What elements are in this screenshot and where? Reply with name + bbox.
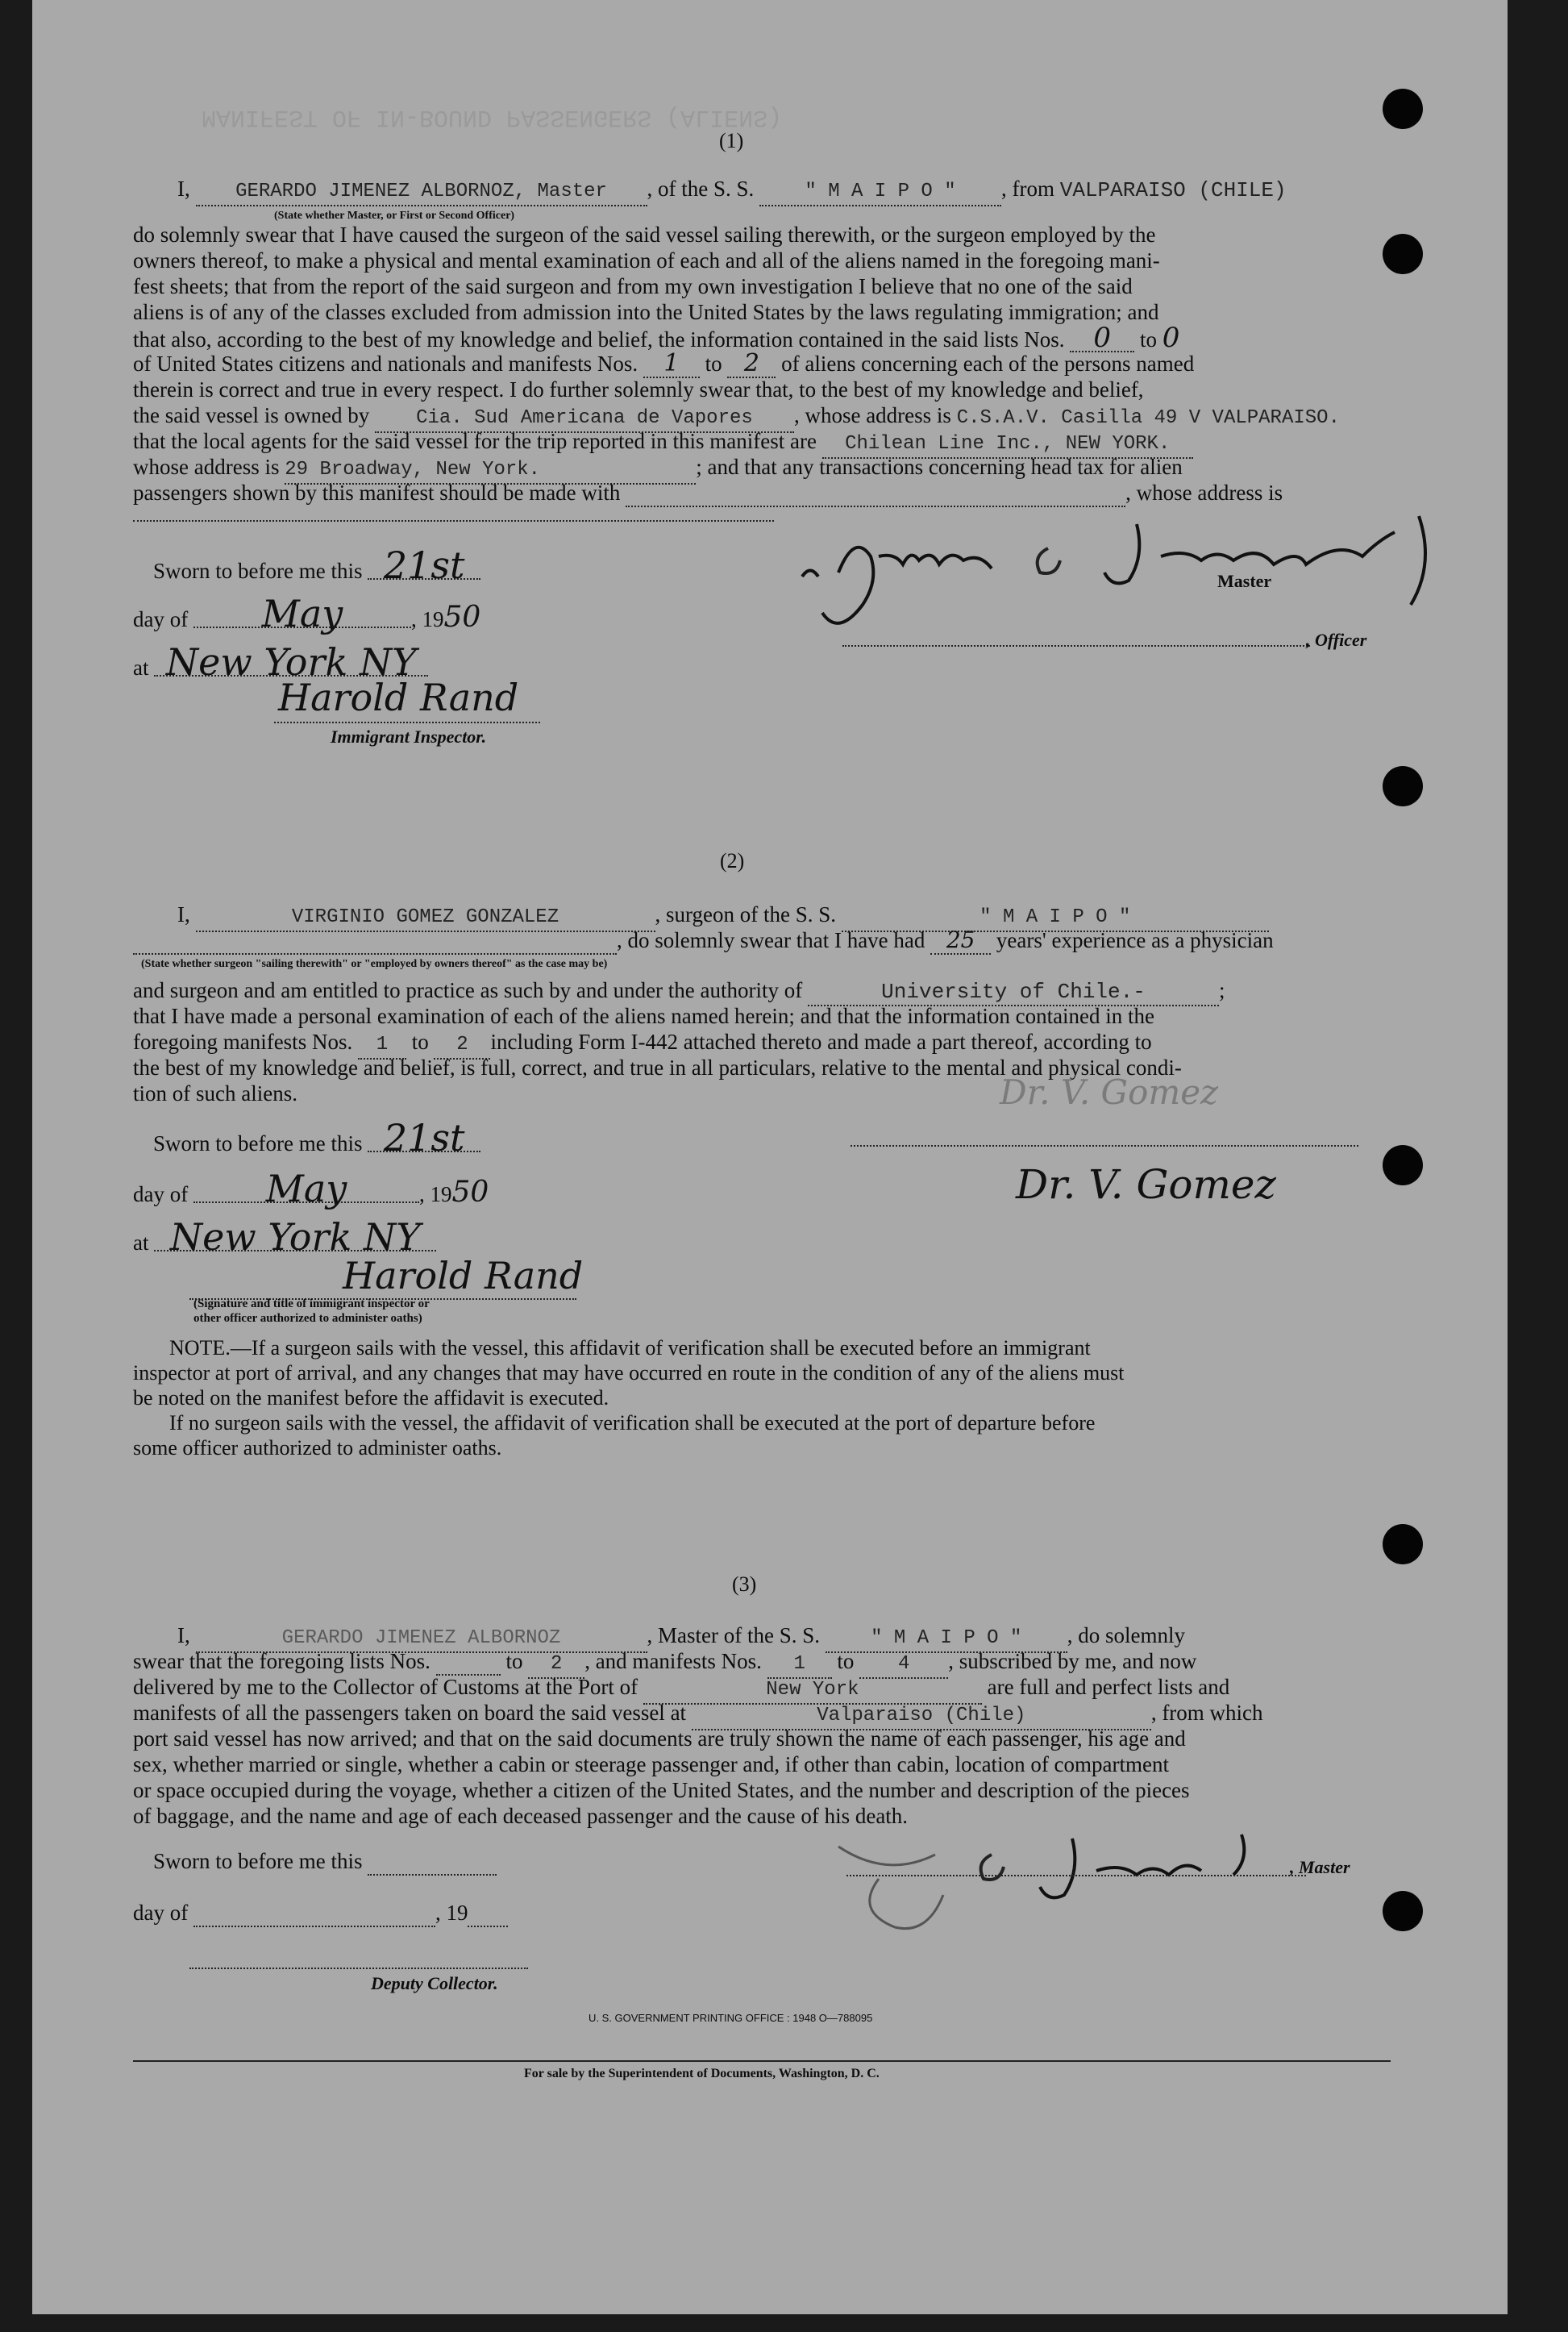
s2-line-surgeon: I, VIRGINIO GOMEZ GONZALEZ , surgeon of the S. S. " M A I P O " (177, 902, 1269, 932)
s1-text2: owners thereof, to make a physical and mental examination of each and all of the aliens named in the foregoing mani- (133, 248, 1160, 273)
s1-text1: do solemnly swear that I have caused the surgeon of the said vessel sailing therewith, or the surgeon employed by the (133, 223, 1156, 247)
s2-text3: that I have made a personal examination of each of the aliens named herein; and that the information contained in the (133, 1004, 1155, 1028)
s1-text5: that also, according to the best of my knowledge and belief, the information contained in the said lists Nos. 0 to 0 (133, 322, 1180, 354)
s2-caption-sig1: (Signature and title of immigrant inspector or (193, 1297, 430, 1310)
s2-line1: , do solemnly swear that I have had 25 years' experience as a physician (133, 927, 1274, 955)
s1-sworn-day: 21st (368, 552, 480, 580)
s3-deputy-rule (189, 1968, 528, 1969)
years-field: 25 (930, 927, 991, 955)
s1-master-signature (790, 500, 1483, 645)
note-line3: be noted on the manifest before the affidavit is executed. (133, 1386, 609, 1410)
section-number-3: (3) (732, 1572, 757, 1596)
s3-master-rule (846, 1875, 1306, 1876)
s1-line-master: I, GERARDO JIMENEZ ALBORNOZ, Master , of the S. S. " M A I P O " , from VALPARAISO (CHILE) (177, 176, 1287, 206)
s3-lists-to: 2 (528, 1651, 584, 1679)
s1-text3: fest sheets; that from the report of the said surgeon and from my own investigation I believe that no one of the said (133, 274, 1133, 298)
note-line5: some officer authorized to administer oaths. (133, 1436, 502, 1460)
authority-field: University of Chile.- (808, 979, 1219, 1006)
manifest-sheet (32, 0, 1508, 2314)
s1-at: at New York NY (133, 649, 428, 681)
s2-man-from: 1 (358, 1032, 406, 1060)
s3-text7: or space occupied during the voyage, whether a citizen of the United States, and the number and description of the pieces (133, 1778, 1190, 1802)
s2-line2: and surgeon and am entitled to practice as such by and under the authority of University of Chile.- ; (133, 977, 1225, 1006)
bleed-through-header: MANIFEST OF IN-BOUND PASSENGERS (ALIENS) (202, 103, 783, 131)
s2-place: New York NY (154, 1224, 436, 1251)
punch-hole (1383, 89, 1423, 129)
s2-text5: the best of my knowledge and belief, is full, correct, and true in all particulars, relative to the mental and physical condi- (133, 1056, 1182, 1080)
note-line4: If no surgeon sails with the vessel, the affidavit of verification shall be executed at the port of departure before (169, 1411, 1096, 1435)
punch-hole (1383, 766, 1423, 806)
s2-man-to: 2 (434, 1032, 490, 1060)
surgeon-name-field: VIRGINIO GOMEZ GONZALEZ (196, 905, 655, 932)
s2-sworn: Sworn to before me this 21st (153, 1125, 480, 1156)
s2-sworn-day: 21st (368, 1125, 480, 1152)
s1-officer-label: , Officer (1306, 630, 1367, 650)
master-name-field: GERARDO JIMENEZ ALBORNOZ, Master (196, 179, 647, 206)
s1-inspector-rule (274, 722, 540, 723)
s3-sworn: Sworn to before me this (153, 1848, 497, 1876)
s1-text11: passengers shown by this manifest should be made with , whose address is (133, 480, 1283, 507)
manifest-from-field: 1 (643, 351, 700, 378)
sale-imprint: For sale by the Superintendent of Documents, Washington, D. C. (524, 2067, 880, 2080)
origin-port-field: VALPARAISO (CHILE) (1059, 178, 1287, 202)
s2-caption-sig2: other officer authorized to administer oaths) (193, 1312, 422, 1325)
s1-text8: the said vessel is owned by Cia. Sud Americana de Vapores , whose address is C.S.A.V. Casilla 49 V VALPARAISO. (133, 402, 1340, 433)
s2-text6: tion of such aliens. (133, 1081, 297, 1106)
s2-line4: foregoing manifests Nos. 1 to 2 including Form I-442 attached thereto and made a part thereof, according to (133, 1029, 1152, 1060)
s2-sworn-month: May (193, 1176, 419, 1203)
s3-port: New York (643, 1677, 982, 1705)
s1-blank-rule (133, 520, 774, 522)
owner-address-field: C.S.A.V. Casilla 49 V VALPARAISO. (956, 407, 1340, 429)
caption-master: (State whether Master, or First or Second Officer) (274, 210, 515, 222)
lists-from-field: 0 (1070, 325, 1134, 352)
s3-man-to: 4 (859, 1651, 948, 1679)
s1-inspector-signature: Harold Rand (278, 676, 519, 719)
lists-to-field: 0 (1162, 322, 1180, 354)
punch-hole (1383, 1145, 1423, 1185)
s3-from-port: Valparaiso (Chile) (692, 1703, 1151, 1730)
s1-master-label: Master (1217, 571, 1272, 591)
s1-officer-rule (842, 645, 1310, 647)
vessel-name-field: " M A I P O " (759, 179, 1001, 206)
s3-day-of: day of , 19 (133, 1900, 508, 1927)
s3-master-signature (830, 1830, 1282, 1951)
s1-inspector-label: Immigrant Inspector. (331, 727, 487, 747)
s1-sworn: Sworn to before me this 21st (153, 552, 480, 584)
s3-deputy-label: Deputy Collector. (371, 1973, 498, 1993)
s1-text10: whose address is 29 Broadway, New York. ; and that any transactions concerning head tax for alien (133, 454, 1183, 485)
section-number-1: (1) (719, 129, 744, 152)
s3-master-label: , Master (1290, 1857, 1350, 1877)
s3-line3: delivered by me to the Collector of Customs at the Port of New York are full and perfect lists and (133, 1674, 1229, 1705)
s2-day-of: day of May , 1950 (133, 1167, 489, 1210)
s3-text6: sex, whether married or single, whether a cabin or steerage passenger and, if other than cabin, location of compartment (133, 1752, 1170, 1776)
s3-text8: of baggage, and the name and age of each deceased passenger and the cause of his death. (133, 1804, 909, 1828)
section-number-2: (2) (720, 849, 745, 872)
s2-surgeon-signature: Dr. V. Gomez (1016, 1161, 1276, 1208)
s1-text6: of United States citizens and nationals and manifests Nos. 1 to 2 of aliens concerning each of the persons named (133, 349, 1195, 377)
s3-master-name: GERARDO JIMENEZ ALBORNOZ (196, 1626, 647, 1653)
s1-text7: therein is correct and true in every respect. I do further solemnly swear that, to the best of my knowledge and belief, (133, 377, 1144, 402)
agents-field: Chilean Line Inc., NEW YORK. (822, 431, 1193, 459)
punch-hole (1383, 1524, 1423, 1564)
agents-address-field: 29 Broadway, New York. (285, 457, 696, 485)
s1-text9: that the local agents for the said vessel for the trip reported in this manifest are Chilean Line Inc., NEW YORK. (133, 428, 1193, 459)
s2-inspector-signature: Harold Rand (343, 1254, 584, 1297)
s2-vessel-field: " M A I P O " (842, 905, 1269, 932)
s2-surgeon-stamp: Dr. V. Gomez (1000, 1072, 1219, 1112)
owner-field: Cia. Sud Americana de Vapores (375, 406, 794, 433)
gpo-imprint: U. S. GOVERNMENT PRINTING OFFICE : 1948 O—788095 (589, 2012, 873, 2024)
s1-day-of: day of May , 1950 (133, 592, 481, 635)
s1-place: New York NY (154, 649, 428, 677)
caption-surgeon: (State whether surgeon "sailing therewith" or "employed by owners thereof" as the case may be) (141, 958, 608, 970)
s3-man-from: 1 (767, 1651, 832, 1679)
s1-sworn-month: May (193, 601, 411, 628)
s3-text5: port said vessel has now arrived; and that on the said documents are truly shown the name of each passenger, his age and (133, 1726, 1186, 1751)
manifest-to-field: 2 (727, 351, 776, 378)
punch-hole (1383, 1891, 1423, 1931)
punch-hole (1383, 234, 1423, 274)
s3-line2: swear that the foregoing lists Nos. to 2 , and manifests Nos. 1 to 4 , subscribed by me, and now (133, 1648, 1196, 1679)
s2-at: at New York NY (133, 1224, 436, 1256)
s3-vessel: " M A I P O " (826, 1626, 1067, 1653)
note-line2: inspector at port of arrival, and any changes that may have occurred en route in the condition of any of the aliens must (133, 1361, 1125, 1385)
s3-line-master: I, GERARDO JIMENEZ ALBORNOZ , Master of the S. S. " M A I P O " , do solemnly (177, 1622, 1185, 1653)
s1-text4: aliens is of any of the classes excluded from admission into the United States by the laws regulating immigration; and (133, 300, 1159, 324)
s3-line4: manifests of all the passengers taken on board the said vessel at Valparaiso (Chile) , from which (133, 1700, 1263, 1730)
s2-surgeon-rule (851, 1145, 1358, 1147)
note-line1: NOTE.—If a surgeon sails with the vessel, this affidavit of verification shall be executed before an immigrant (169, 1336, 1091, 1360)
